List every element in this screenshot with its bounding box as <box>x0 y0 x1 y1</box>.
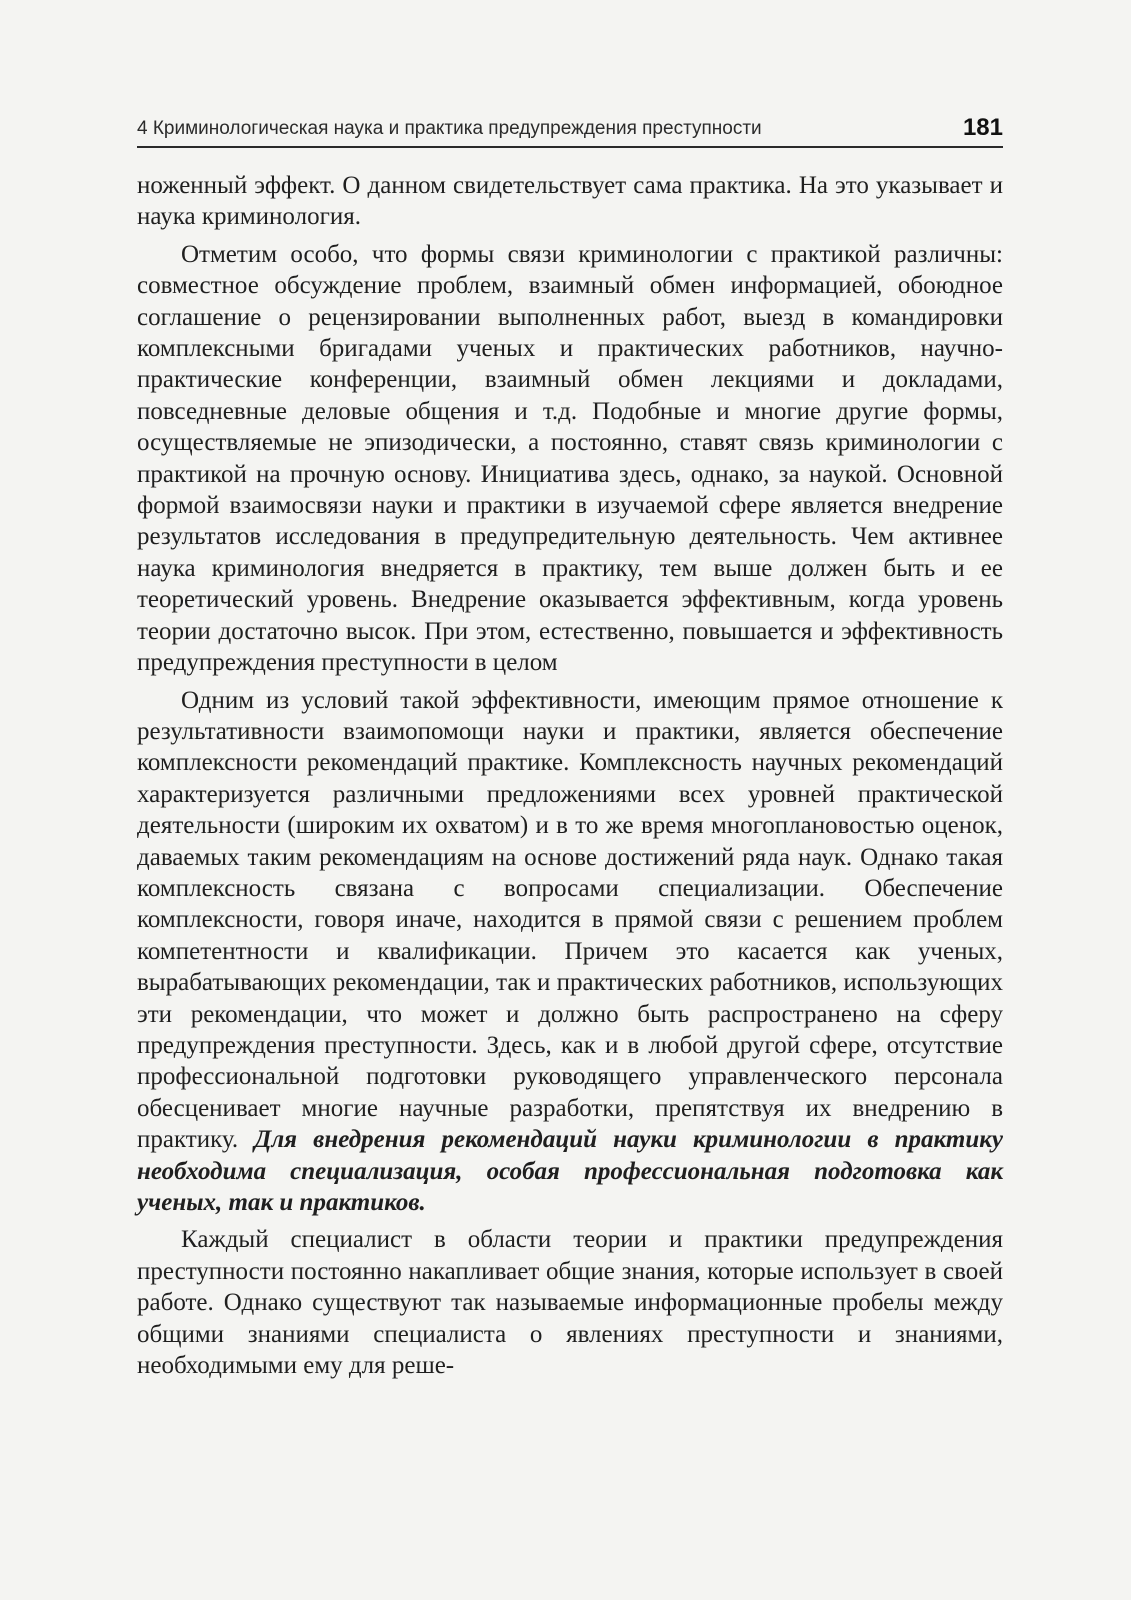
running-header <box>137 112 1003 148</box>
emphasized-conclusion: Для внедрения рекомендаций науки криминологии в практику необходима специализация, особая профессиональная подготовка как ученых, так и практиков. <box>137 1126 1004 1216</box>
body-text <box>137 170 1003 1387</box>
paragraph-text: Каждый специалист в области теории и практики предупреждения преступности постоянно накапливает общие знания, которые использует в своей работе. Однако существуют так называемые информационные пробелы между общими знаниями специалиста о явлениях преступности и знаниями, необходимыми ему для реше- <box>137 1226 1003 1380</box>
paragraph <box>137 685 1003 1219</box>
paragraph <box>137 1224 1003 1381</box>
paragraph-continuation <box>137 170 1003 233</box>
paragraph <box>137 239 1003 679</box>
page-number: 181 <box>962 114 1003 141</box>
paragraph-text: Одним из условий такой эффективности, имеющим прямое отношение к результативности взаимопомощи науки и практики, является обеспечение комплексности рекомендаций практике. Комплексность научных рекомендаций характеризуется различными предложениями всех уровней практической деятельности (широким их охватом) и в то же время многоплановостью оценок, даваемых таким рекомендациям на основе достижений ряда наук. Однако такая комплексность связана с вопросами специализации. Обеспечение комплексности, говоря иначе, находится в прямой связи с решением проблем компетентности и квалификации. Причем это касается как ученых, вырабатывающих рекомендации, так и практических работников, использующих эти рекомендации, что может и должно быть распространено на сферу предупреждения преступности. Здесь, как и в любой другой сфере, отсутствие профессиональной подготовки руководящего управленческого персонала обесценивает многие научные разработки, препятствуя их внедрению в практику. <box>137 686 1003 1154</box>
paragraph-text: Отметим особо, что формы связи криминологии с практикой различны: совместное обсуждение проблем, взаимный обмен информацией, обоюдное соглашение о рецензировании выполненных работ, выезд в командировки комплексными бригадами ученых и практических работников, научно-практические конференции, взаимный обмен лекциями и докладами, повседневные деловые общения и т.д. Подобные и многие другие формы, осуществляемые не эпизодически, а постоянно, ставят связь криминологии с практикой на прочную основу. Инициатива здесь, однако, за наукой. Основной формой взаимосвязи науки и практики в изучаемой сфере является внедрение результатов исследования в предупредительную деятельность. Чем активнее наука криминология внедряется в практику, тем выше должен быть и ее теоретический уровень. Внедрение оказывается эффективным, когда уровень теории достаточно высок. При этом, естественно, повышается и эффективность предупреждения преступности в целом <box>137 240 1003 677</box>
running-title: 4 Криминологическая наука и практика предупреждения преступности <box>137 118 762 139</box>
paragraph-text: ноженный эффект. О данном свидетельствует сама практика. На это указывает и наука криминология. <box>137 172 1003 231</box>
